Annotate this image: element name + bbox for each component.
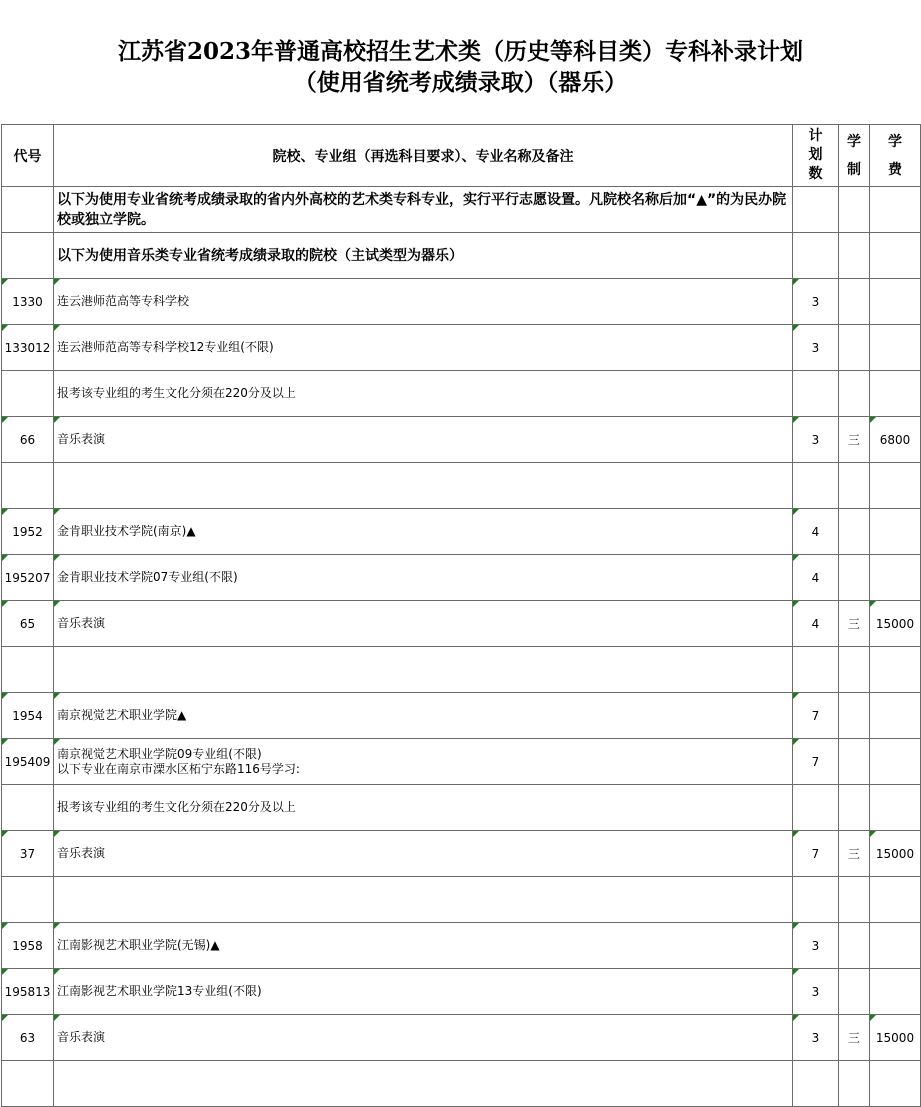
header-fee-char: 学: [888, 133, 902, 150]
cell-marker-icon: [54, 693, 60, 699]
cell-plan: [793, 785, 839, 831]
cell-years-text: 三: [847, 1031, 860, 1045]
header-fee: [870, 125, 921, 187]
cell-fee-text: 15000: [875, 846, 915, 861]
note-intro: 以下为使用专业省统考成绩录取的省内外高校的艺术类专科专业，实行平行志愿设置。凡院校名称后加“▲”的为民办院校或独立学院。: [54, 187, 793, 233]
cell-code: [2, 923, 54, 969]
cell-fee: [870, 739, 921, 785]
cell-years-text: 三: [847, 433, 860, 447]
cell-name-text: 报考该专业组的考生文化分须在220分及以上: [57, 386, 296, 400]
cell-marker-icon: [793, 831, 799, 837]
cell-plan-text: 4: [811, 524, 820, 539]
cell-years: [839, 601, 870, 647]
cell-marker-icon: [2, 739, 8, 745]
cell-code: [2, 555, 54, 601]
page-subtitle: （使用省统考成绩录取）（器乐）: [293, 69, 628, 96]
cell-years: [839, 739, 870, 785]
cell-years: [839, 417, 870, 463]
table-row: [2, 969, 921, 1015]
cell-marker-icon: [54, 279, 60, 285]
table-row: [2, 463, 921, 509]
cell-plan: [793, 831, 839, 877]
cell-code: [2, 601, 54, 647]
table-row: [2, 693, 921, 739]
cell-marker-icon: [793, 509, 799, 515]
cell-plan-text: 4: [811, 616, 820, 631]
cell-marker-icon: [2, 831, 8, 837]
cell-plan: [793, 739, 839, 785]
cell-marker-icon: [793, 693, 799, 699]
page-title: 江苏省2023年普通高校招生艺术类（历史等科目类）专科补录计划: [117, 38, 803, 65]
cell-plan: [793, 417, 839, 463]
cell-name-line: 南京视觉艺术职业学院09专业组(不限): [57, 746, 262, 761]
cell-name: [54, 463, 793, 509]
cell-years-text: 三: [847, 847, 860, 861]
cell-name-text: 金肯职业技术学院(南京)▲: [57, 524, 196, 538]
cell-code-text: 65: [19, 616, 36, 631]
cell-plan: [793, 1061, 839, 1107]
cell-code: [2, 1061, 54, 1107]
cell-name-text: 报考该专业组的考生文化分须在220分及以上: [57, 800, 296, 814]
cell-name-text: 金肯职业技术学院07专业组(不限): [57, 570, 238, 584]
cell-marker-icon: [793, 969, 799, 975]
cell-years: [839, 693, 870, 739]
cell-plan: [793, 325, 839, 371]
cell-plan-text: 3: [811, 294, 820, 309]
header-plan-char: 数: [808, 166, 823, 182]
cell-marker-icon: [793, 555, 799, 561]
table-row: [2, 831, 921, 877]
cell-years: [839, 371, 870, 417]
cell-fee: [870, 325, 921, 371]
cell-code: [2, 279, 54, 325]
note-music: 以下为使用音乐类专业省统考成绩录取的院校（主试类型为器乐）: [54, 233, 793, 279]
cell-code-text: 1952: [12, 524, 43, 539]
cell-plan-text: 3: [811, 984, 820, 999]
cell-marker-icon: [870, 831, 876, 837]
cell-fee: [870, 371, 921, 417]
cell-code: [2, 509, 54, 555]
cell-code-text: 195207: [4, 570, 51, 585]
cell-code-text: 37: [19, 846, 36, 861]
cell-name: [54, 831, 793, 877]
cell-name: [54, 325, 793, 371]
cell-name: [54, 417, 793, 463]
cell-plan: [793, 1015, 839, 1061]
table-row: [2, 555, 921, 601]
cell-marker-icon: [793, 739, 799, 745]
table-row: [2, 785, 921, 831]
cell-fee: [870, 785, 921, 831]
cell-code-text: 133012: [4, 340, 51, 355]
cell-name: [54, 785, 793, 831]
cell-code: [2, 417, 54, 463]
cell-plan: [793, 509, 839, 555]
cell-name: [54, 601, 793, 647]
cell-code-text: 1954: [12, 708, 43, 723]
cell-plan: [793, 463, 839, 509]
header-years: [839, 125, 870, 187]
cell-years: [839, 1015, 870, 1061]
cell-plan: [793, 279, 839, 325]
cell-marker-icon: [2, 693, 8, 699]
cell-marker-icon: [54, 555, 60, 561]
table-row: [2, 923, 921, 969]
cell-marker-icon: [793, 417, 799, 423]
cell-marker-icon: [870, 1015, 876, 1021]
cell-marker-icon: [54, 923, 60, 929]
cell-marker-icon: [793, 279, 799, 285]
cell-years: [839, 325, 870, 371]
cell-plan: [793, 371, 839, 417]
cell-years: [839, 923, 870, 969]
cell-code-text: 66: [19, 432, 36, 447]
cell-years: [839, 969, 870, 1015]
table-row: [2, 601, 921, 647]
cell-fee: [870, 601, 921, 647]
cell-code: [2, 371, 54, 417]
cell-years: [839, 509, 870, 555]
cell-plan: [793, 923, 839, 969]
cell-marker-icon: [2, 279, 8, 285]
cell-fee: [870, 1015, 921, 1061]
table-row: [2, 1061, 921, 1107]
table-row: [2, 1015, 921, 1061]
cell-marker-icon: [793, 325, 799, 331]
cell-marker-icon: [2, 969, 8, 975]
cell-code-text: 63: [19, 1030, 36, 1045]
cell-name: [54, 1061, 793, 1107]
cell-plan-text: 7: [811, 754, 820, 769]
cell-name: [54, 693, 793, 739]
cell-years: [839, 877, 870, 923]
cell-plan: [793, 693, 839, 739]
cell-plan: [793, 601, 839, 647]
cell-name-text: 音乐表演: [57, 616, 106, 630]
cell-fee: [870, 923, 921, 969]
cell-marker-icon: [793, 923, 799, 929]
header-name: 院校、专业组（再选科目要求）、专业名称及备注: [54, 125, 793, 187]
cell-fee: [870, 877, 921, 923]
cell-name-text: 音乐表演: [57, 432, 106, 446]
cell-years: [839, 785, 870, 831]
header-years-char: 学: [847, 133, 861, 150]
cell-marker-icon: [54, 831, 60, 837]
table-row: [2, 371, 921, 417]
plan-table: [1, 124, 921, 1107]
cell-plan-text: 3: [811, 432, 820, 447]
cell-marker-icon: [54, 509, 60, 515]
cell-fee: [870, 509, 921, 555]
cell-years: [839, 279, 870, 325]
cell-marker-icon: [54, 739, 60, 745]
cell-name: [54, 923, 793, 969]
cell-name-line: 以下专业在南京市溧水区柘宁东路116号学习:: [57, 761, 300, 776]
cell-fee: [870, 969, 921, 1015]
table-row: [2, 739, 921, 785]
cell-fee-text: 15000: [875, 616, 915, 631]
cell-fee: [870, 831, 921, 877]
cell-fee: [870, 463, 921, 509]
cell-marker-icon: [870, 601, 876, 607]
cell-code-text: 1330: [12, 294, 43, 309]
cell-code: [2, 463, 54, 509]
cell-marker-icon: [2, 325, 8, 331]
cell-name-text: 南京视觉艺术职业学院▲: [57, 708, 187, 722]
cell-name-text: 江南影视艺术职业学院13专业组(不限): [57, 984, 262, 998]
table-row: [2, 509, 921, 555]
header-plan-char: 划: [808, 147, 823, 163]
cell-code: [2, 831, 54, 877]
cell-years: [839, 647, 870, 693]
cell-marker-icon: [54, 417, 60, 423]
cell-marker-icon: [2, 601, 8, 607]
cell-name-text: 音乐表演: [57, 846, 106, 860]
cell-fee-text: 6800: [879, 432, 911, 447]
cell-name: [54, 279, 793, 325]
header-fee-char: 费: [888, 161, 902, 178]
cell-name-text: 江南影视艺术职业学院(无锡)▲: [57, 938, 220, 952]
cell-marker-icon: [54, 325, 60, 331]
cell-fee: [870, 279, 921, 325]
cell-marker-icon: [870, 417, 876, 423]
cell-code: [2, 1015, 54, 1061]
cell-fee: [870, 647, 921, 693]
cell-fee-text: 15000: [875, 1030, 915, 1045]
cell-years: [839, 831, 870, 877]
header-plan-char: 计: [808, 128, 823, 144]
header-plan: [793, 125, 839, 187]
cell-code: [2, 693, 54, 739]
cell-name: [54, 555, 793, 601]
cell-marker-icon: [54, 601, 60, 607]
cell-plan-text: 7: [811, 846, 820, 861]
cell-code: [2, 647, 54, 693]
header-code: 代号: [2, 125, 54, 187]
cell-marker-icon: [2, 555, 8, 561]
cell-code: [2, 325, 54, 371]
cell-fee: [870, 693, 921, 739]
cell-name: [54, 739, 793, 785]
cell-fee: [870, 417, 921, 463]
cell-marker-icon: [793, 1015, 799, 1021]
cell-plan-text: 3: [811, 340, 820, 355]
table-header-row: [2, 125, 921, 187]
cell-name: [54, 647, 793, 693]
cell-name: [54, 371, 793, 417]
cell-name-text: 音乐表演: [57, 1030, 106, 1044]
cell-plan-text: 3: [811, 938, 820, 953]
note-row-music: [2, 233, 921, 279]
cell-name-text: 连云港师范高等专科学校: [57, 294, 190, 308]
cell-code-text: 195409: [4, 754, 51, 769]
header-years-char: 制: [847, 161, 861, 178]
cell-plan: [793, 647, 839, 693]
table-row: [2, 325, 921, 371]
cell-years: [839, 1061, 870, 1107]
table-row: [2, 417, 921, 463]
cell-marker-icon: [54, 969, 60, 975]
cell-marker-icon: [2, 923, 8, 929]
cell-fee: [870, 555, 921, 601]
cell-plan-text: 4: [811, 570, 820, 585]
cell-plan-text: 3: [811, 1030, 820, 1045]
cell-code: [2, 739, 54, 785]
cell-plan: [793, 555, 839, 601]
cell-years: [839, 463, 870, 509]
cell-plan: [793, 877, 839, 923]
cell-name: [54, 969, 793, 1015]
cell-marker-icon: [2, 509, 8, 515]
cell-code-text: 1958: [12, 938, 43, 953]
cell-name-text: 连云港师范高等专科学校12专业组(不限): [57, 340, 274, 354]
cell-name: [54, 877, 793, 923]
cell-marker-icon: [2, 417, 8, 423]
cell-code-text: 195813: [4, 984, 51, 999]
cell-plan: [793, 969, 839, 1015]
table-row: [2, 877, 921, 923]
cell-code: [2, 969, 54, 1015]
cell-code: [2, 877, 54, 923]
cell-code: [2, 785, 54, 831]
table-row: [2, 647, 921, 693]
cell-marker-icon: [2, 1015, 8, 1021]
cell-years: [839, 555, 870, 601]
cell-plan-text: 7: [811, 708, 820, 723]
note-row-intro: [2, 187, 921, 233]
cell-years-text: 三: [847, 617, 860, 631]
table-row: [2, 279, 921, 325]
cell-name: [54, 1015, 793, 1061]
cell-marker-icon: [54, 1015, 60, 1021]
cell-name: [54, 509, 793, 555]
cell-marker-icon: [793, 601, 799, 607]
cell-fee: [870, 1061, 921, 1107]
